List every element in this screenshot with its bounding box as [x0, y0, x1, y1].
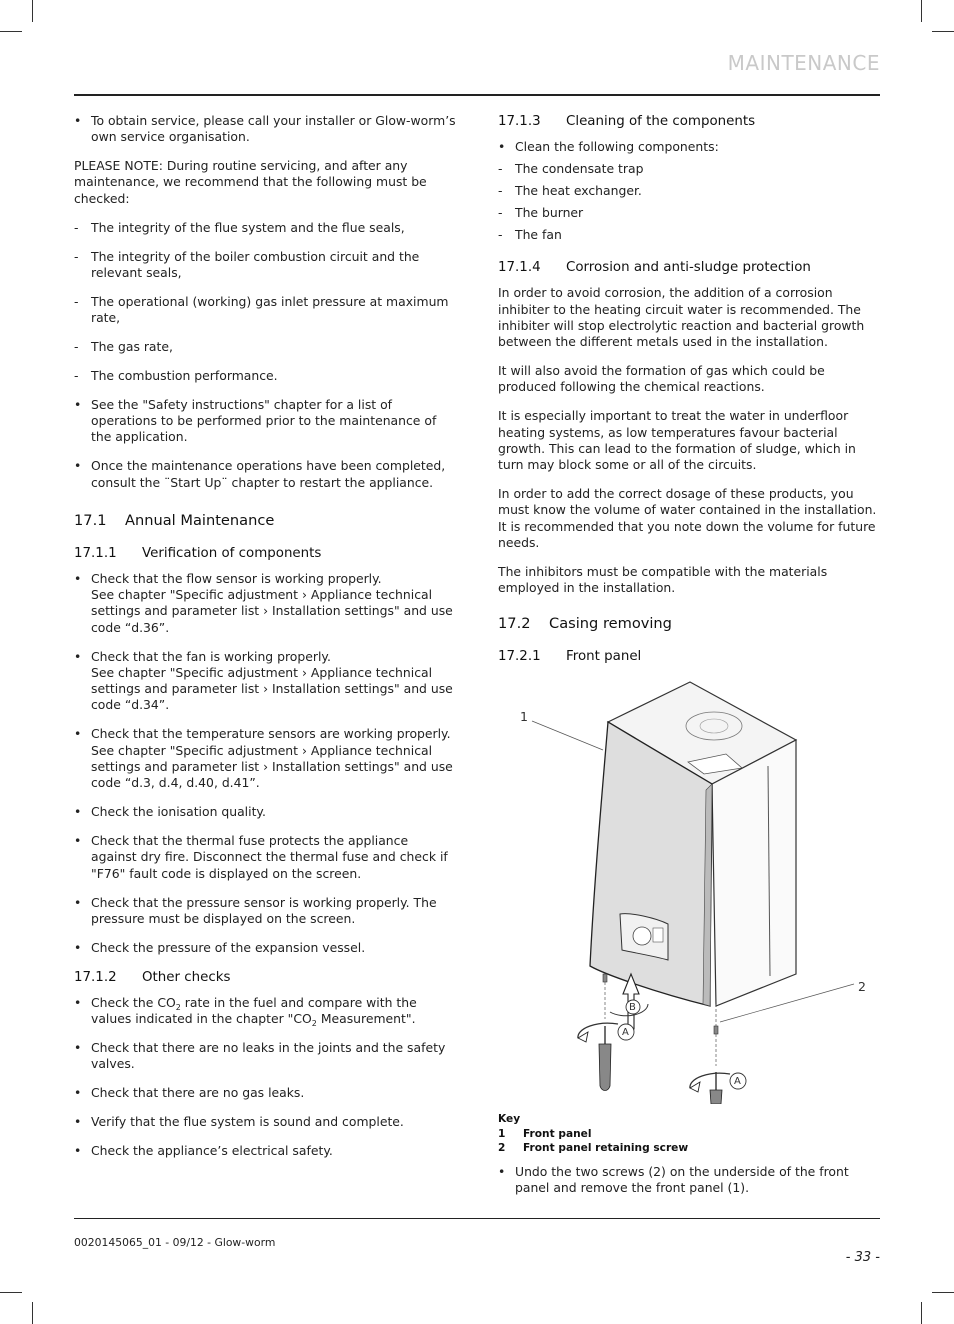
list-item: - The fan	[498, 227, 880, 243]
list-item: • Check that the pressure sensor is working properly. The pressure must be displayed on the screen.	[74, 895, 456, 928]
heading-17-1-1: 17.1.1 Verification of components	[74, 545, 322, 561]
heading-17-2: 17.2 Casing removing	[498, 615, 672, 633]
verification-list	[74, 571, 456, 956]
crop-mark	[0, 1292, 22, 1293]
paragraph: In order to add the correct dosage of these products, you must know the volume of water contained in the installation. It is recommended that you note down the volume for future needs.	[498, 485, 877, 550]
list-item: - The condensate trap	[498, 161, 880, 177]
crop-mark	[32, 0, 33, 22]
figure-label-a: A	[622, 1027, 629, 1039]
paragraph: In order to avoid corrosion, the addition of a corrosion inhibiter to the heating circuit water is recommended. The inhibiter will stop electrolytic reaction and bacterial growth between the different metals used in the installation.	[498, 285, 865, 350]
heading-17-1-3: 17.1.3 Cleaning of the components	[498, 114, 756, 129]
paragraph: It is especially important to treat the water in underfloor heating systems, as low temperatures favour bacterial growth. This can lead to the formation of sludge, which in turn may block some or all of the circuits.	[498, 408, 856, 473]
list-item: - The integrity of the flue system and the flue seals,	[74, 220, 456, 236]
list-item: • Check that the temperature sensors are working properly. See chapter "Specific adjustment › Appliance technical settings and parameter list › Installation settings" and use code “d.3, d.4, d.40, d.41”.	[74, 726, 456, 791]
left-column	[74, 113, 456, 1172]
list-item: • Check the pressure of the expansion vessel.	[74, 940, 456, 956]
notes-list	[74, 397, 456, 491]
list-item: • Once the maintenance operations have been completed, consult the ¨Start Up¨ chapter to restart the appliance.	[74, 458, 456, 491]
crop-mark	[932, 1292, 954, 1293]
list-item: • To obtain service, please call your installer or Glow-worm’s own service organisation.	[74, 113, 456, 146]
crop-mark	[921, 1302, 922, 1324]
right-column	[498, 113, 880, 1209]
list-item: - The combustion performance.	[74, 368, 456, 384]
list-item: • Check that the fan is working properly. See chapter "Specific adjustment › Appliance technical settings and parameter list › Installation settings" and use code “d.34”.	[74, 649, 456, 714]
list-item: - The burner	[498, 205, 880, 221]
heading-17-1-4: 17.1.4 Corrosion and anti-sludge protection	[498, 260, 811, 276]
routine-checks-list	[74, 220, 456, 384]
front-panel-figure	[498, 674, 880, 1104]
crop-mark	[932, 31, 954, 32]
crop-mark	[32, 1302, 33, 1324]
key-title: Key	[498, 1113, 521, 1126]
figure-key	[498, 1112, 880, 1156]
key-row: 1 Front panel	[498, 1127, 592, 1140]
paragraph: The inhibitors must be compatible with the materials employed in the installation.	[498, 563, 828, 596]
list-item: • Check that the flow sensor is working properly. See chapter "Specific adjustment › Appliance technical settings and parameter list › Installation settings" and use code “d.36”.	[74, 571, 456, 636]
list-item: • Clean the following components:	[498, 139, 880, 155]
clean-components-list	[498, 161, 880, 243]
list-item: • Check that the thermal fuse protects the appliance against dry fire. Disconnect the thermal fuse and check if "F76" fault code is displayed on the screen.	[74, 833, 456, 882]
list-item: • Check the ionisation quality.	[74, 804, 456, 820]
header-rule	[74, 94, 880, 96]
list-item: - The integrity of the boiler combustion circuit and the relevant seals,	[74, 249, 456, 282]
clean-intro-list	[498, 139, 880, 155]
list-item: • Check that there are no leaks in the joints and the safety valves.	[74, 1040, 456, 1073]
paragraph: It will also avoid the formation of gas which could be produced following the chemical reactions.	[498, 363, 825, 395]
document-code: 0020145065_01 - 09/12 - Glow-worm	[74, 1236, 276, 1249]
list-item: • Check the $CO_2$ rate in the fuel and compare with the values indicated in the chapter "$CO_2$ Measurement".	[74, 995, 456, 1028]
figure-label-2: 2	[858, 979, 866, 995]
other-checks-list	[74, 995, 456, 1159]
list-item: • Check the appliance’s electrical safety.	[74, 1143, 456, 1159]
page-number: - 33 -	[845, 1250, 880, 1265]
footer-rule	[74, 1218, 880, 1219]
list-item: • Check that there are no gas leaks.	[74, 1085, 456, 1101]
figure-label-1: 1	[520, 709, 528, 725]
section-header-title: MAINTENANCE	[727, 51, 880, 75]
list-item: • Undo the two screws (2) on the underside of the front panel and remove the front panel (1).	[498, 1164, 880, 1197]
figure-label-b: B	[629, 1002, 636, 1014]
list-item: - The gas rate,	[74, 339, 456, 355]
intro-list	[74, 113, 456, 146]
figure-label-a: A	[734, 1076, 741, 1088]
final-instruction-list	[498, 1164, 880, 1197]
key-row: 2 Front panel retaining screw	[498, 1142, 689, 1155]
heading-17-2-1: 17.2.1 Front panel	[498, 649, 642, 665]
boiler-illustration	[498, 674, 880, 1104]
list-item: • Verify that the flue system is sound and complete.	[74, 1114, 456, 1130]
list-item: - The operational (working) gas inlet pressure at maximum rate,	[74, 294, 456, 327]
please-note: PLEASE NOTE: During routine servicing, and after any maintenance, we recommend that the following must be checked:	[74, 158, 427, 206]
heading-17-1-2: 17.1.2 Other checks	[74, 969, 231, 985]
crop-mark	[0, 31, 22, 32]
list-item: - The heat exchanger.	[498, 183, 880, 199]
heading-17-1: 17.1 Annual Maintenance	[74, 511, 275, 529]
crop-mark	[921, 0, 922, 22]
list-item: • See the "Safety instructions" chapter for a list of operations to be performed prior to the maintenance of the application.	[74, 397, 456, 446]
